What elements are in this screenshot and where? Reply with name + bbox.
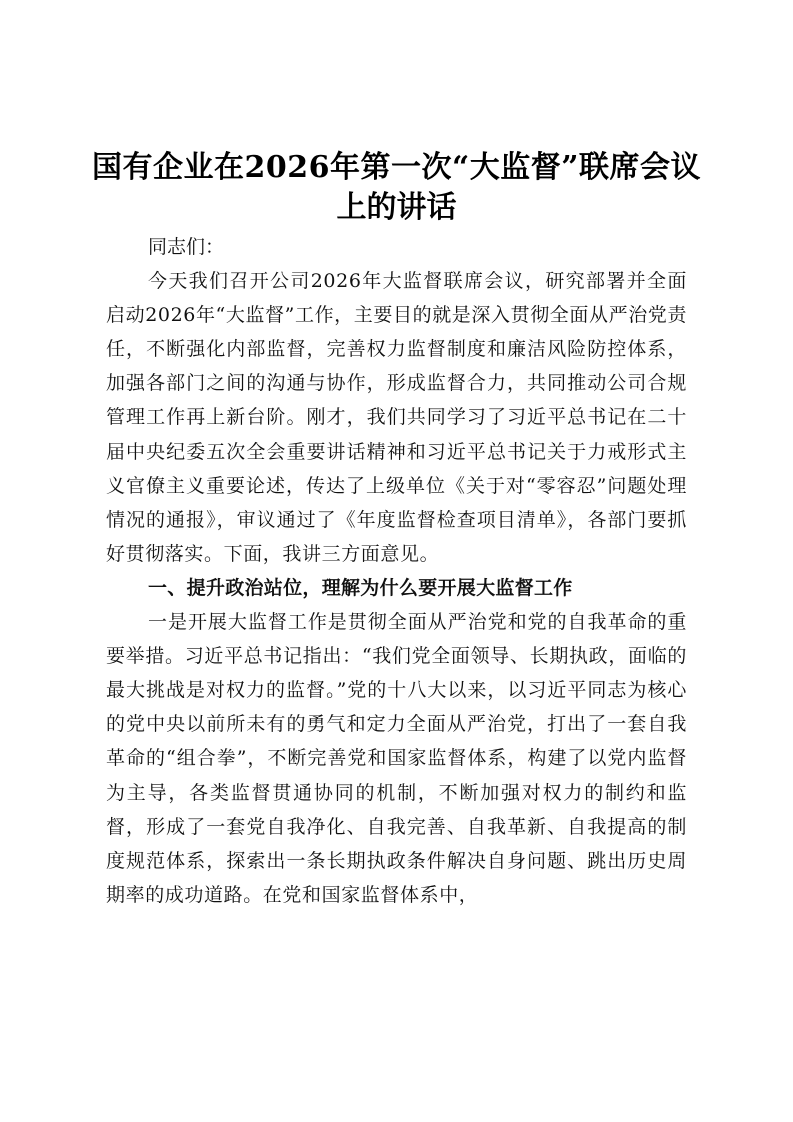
document-title-line-1: 国有企业在2026年第一次“大监督”联席会议 [91, 150, 701, 185]
paragraph-point-one: 一是开展大监督工作是贯彻全面从严治党和党的自我革命的重要举措。习近平总书记指出：“我们党全面领导、长期执政，面临的最大挑战是对权力的监督。”党的十八大以来，以习近平同志为核心的党中央以前所未有的勇气和定力全面从严治党，打出了一套自我革命的“组合拳”，不断完善党和国家监督体系，构建了以党内监督为主导，各类监督贯通协同的机制，不断加强对权力的制约和监督，形成了一套党自我净化、自我完善、自我革新、自我提高的制度规范体系，探索出一条长期执政条件解决自身问题、跳出历史周期率的成功道路。在党和国家监督体系中， [106, 611, 687, 906]
paragraph-opening: 今天我们召开公司2026年大监督联席会议，研究部署并全面启动2026年“大监督”工作，主要目的就是深入贯彻全面从严治党责任，不断强化内部监督，完善权力监督制度和廉洁风险防控体系，加强各部门之间的沟通与协作，形成监督合力，共同推动公司合规管理工作再上新台阶。刚才，我们共同学习了习近平总书记在二十届中央纪委五次全会重要讲话精神和习近平总书记关于力戒形式主义官僚主义重要论述，传达了上级单位《关于对“零容忍”问题处理情况的通报》，审议通过了《年度监督检查项目清单》，各部门要抓好贯彻落实。下面，我讲三方面意见。 [106, 270, 687, 565]
document-title-line-2: 上的讲话 [336, 190, 457, 225]
document-body [106, 230, 687, 912]
section-heading-1: 一、提升政治站位，理解为什么要开展大监督工作 [148, 576, 573, 599]
salutation: 同志们： [148, 236, 225, 258]
